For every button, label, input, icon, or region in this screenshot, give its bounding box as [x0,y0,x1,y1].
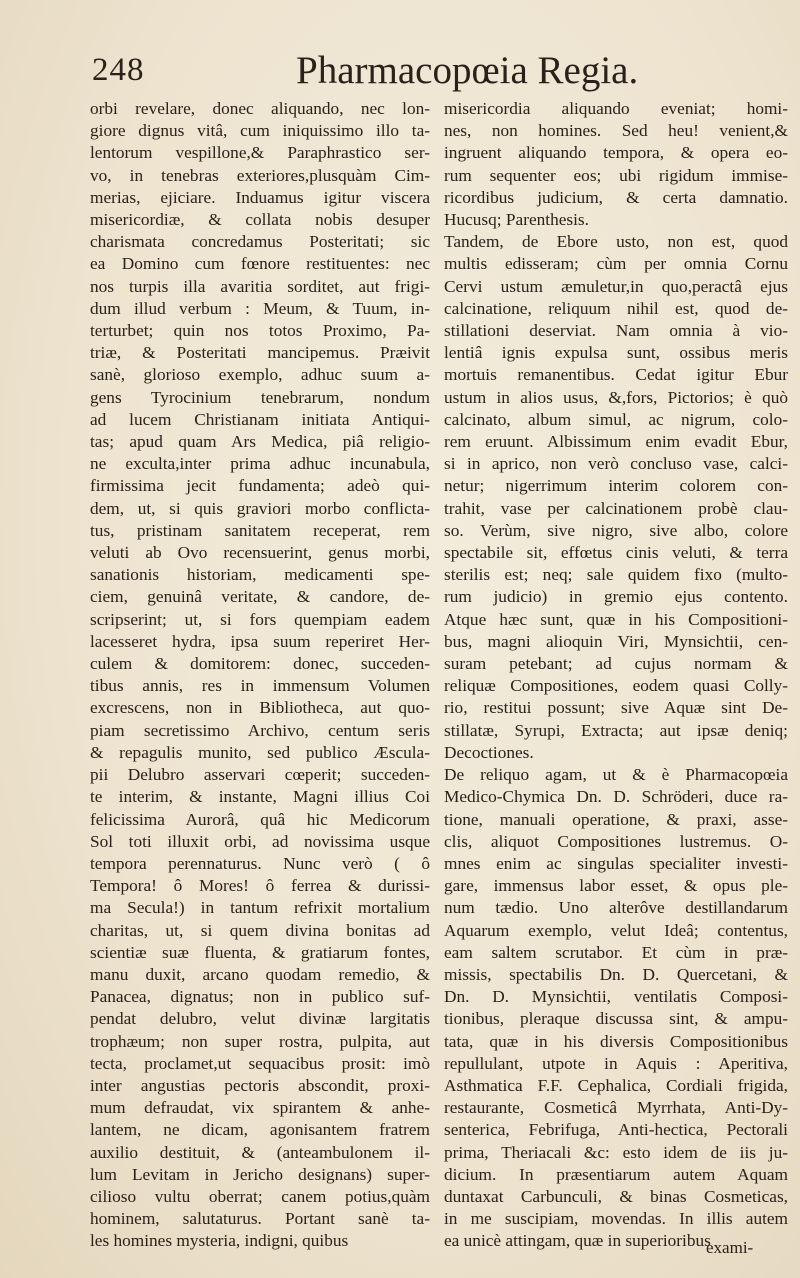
text-line: veluti ab Ovo recensuerint, genus morbi, [90,543,430,563]
text-line: pii Delubro asservari cœperit; succeden- [90,765,430,785]
text-line: manu duxit, arcano quodam remedio, & [90,964,430,984]
text-line: ad lucem Christianam initiata Antiqui- [90,409,430,429]
text-line: trahit, vase per calcinationem probè clau- [444,498,788,518]
text-line: reliquæ Compositiones, eodem quasi Colly- [444,676,788,696]
text-line: rum sequenter eos; ubi rigidum immise- [444,165,788,185]
text-line: rem eruunt. Albissimum enim evadit Ebur, [444,432,788,452]
text-line: stillationi deserviat. Nam omnia à vio- [444,321,788,341]
text-line: ma Secula!) in tantum refrixit mortalium [90,898,430,918]
text-line: terturbet; quin nos totos Proximo, Pa- [90,321,430,341]
text-line: cilioso vultu oberrat; canem potius,quàm [90,1186,430,1206]
text-line: restaurante, Cosmeticâ Myrrhata, Anti-Dy- [444,1098,788,1118]
text-line: merias, ejiciare. Induamus igitur viscera [90,187,430,207]
text-line: repullulant, utpote in Aquis : Aperitiva, [444,1053,788,1073]
text-line: vo, in tenebras exteriores,plusquàm Cim- [90,165,430,185]
text-line: te interim, & instante, Magni illius Coi [90,787,430,807]
text-line: rum judicio) in gremio ejus contento. [444,587,788,607]
text-line: bus, magni alioquin Viri, Mynsichtii, cen- [444,631,788,651]
text-line: ea Domino cum fœnore restituentes: nec [90,254,430,274]
text-line: Sol toti illuxit orbi, ad novissima usque [90,831,430,851]
text-line: num tædio. Uno alterôve destillandarum [444,898,788,918]
text-line: Decoctiones. [444,742,534,762]
text-line: les homines mysteria, indigni, quibus [90,1231,349,1251]
text-line: si in aprico, non verò concluso vase, calci- [444,454,788,474]
running-title: Pharmacopœia Regia. [296,49,639,92]
text-line: duntaxat Carbunculi, & binas Cosmeticas, [444,1186,788,1206]
text-line: tione, manuali operatione, & praxi, asse- [444,809,788,829]
text-line: eam saltem scrutabor. Et cùm in præ- [444,942,788,962]
text-line: suram petebant; ad cujus normam & [444,654,788,674]
text-line: triæ, & Posteritati mancipemus. Præivit [90,343,430,363]
text-line: inter angustias pectoris abscondit, proxi- [90,1075,430,1095]
text-line: calcinatione, reliquum nihil est, quod de- [444,298,788,318]
running-header [92,48,782,92]
text-line: orbi revelare, donec aliquando, nec lon- [90,99,430,118]
text-line: rio, restitui possunt; sive Aquæ sint De- [444,698,788,718]
text-line: nes, non homines. Sed heu! venient,& [444,121,788,141]
text-line: dum illud verbum : Meum, & Tuum, in- [90,298,430,318]
text-line: so. Verùm, sive nigro, sive albo, colore [444,520,788,540]
text-line: sterilis est; neq; sale quidem fixo (multo- [444,565,788,585]
text-line: Panacea, dignatus; non in publico suf- [90,987,430,1007]
text-line: Tempora! ô Mores! ô ferrea & durissi- [90,876,430,896]
text-line: netur; nigerrimum interim colorem con- [444,476,788,496]
catchword: exami- [706,1238,754,1257]
text-line: multis edisseram; cùm per omnia Cornu [444,254,788,274]
left-text-column [90,98,430,1253]
text-line: Aquarum exemplo, velut Ideâ; contentus, [444,920,788,940]
text-line: scripserint; ut, si fors quempiam eadem [90,609,430,629]
text-line: tecta, proclamet,ut sequacibus prosit: imò [90,1053,430,1073]
text-line: gare, immensus labor esset, & opus ple- [444,876,788,896]
text-line: giore dignus vitâ, cum iniquissimo illo ta- [90,121,430,141]
text-line: ne exculta,inter prima adhuc incunabula, [90,454,430,474]
text-line: charitas, ut, si quem divina bonitas ad [90,920,430,940]
text-line: misericordia aliquando eveniat; homi- [444,99,788,118]
text-line: senterica, Febrifuga, Anti-hectica, Pectorali [444,1120,788,1140]
text-line: in me suscipiam, movendas. In illis autem [444,1209,788,1229]
text-line: spectabile sit, effœtus cinis veluti, & terra [444,543,788,563]
text-line: sanè, glorioso exemplo, adhuc suum a- [90,365,430,385]
text-line: ea unicè attingam, quæ in superioribus [444,1231,711,1251]
text-line: missis, spectabilis Dn. D. Quercetani, & [444,964,788,984]
text-line: Cervi ustum æmuletur,in quo,peractâ ejus [444,276,788,296]
text-line: tempora perennaturus. Nunc verò ( ô [90,853,430,873]
page-number: 248 [92,52,145,88]
text-line: pendat delubro, velut divinæ largitatis [90,1009,430,1029]
text-line: felicissima Aurorâ, quâ hic Medicorum [90,809,430,829]
text-line: ingruent aliquando tempora, & opera eo- [444,143,788,163]
text-line: Medico-Chymica Dn. D. Schröderi, duce ra- [444,787,788,807]
text-line: lentiâ ignis expulsa sunt, ossibus meris [444,343,788,363]
text-line: ciem, genuinâ veritate, & candore, de- [90,587,430,607]
text-line: lantem, ne dicam, agonisantem fratrem [90,1120,430,1140]
text-line: mum defraudat, vix spirantem & anhe- [90,1098,430,1118]
text-line: De reliquo agam, ut & è Pharmacopœia [444,765,788,785]
right-text-column [444,98,788,1253]
text-line: firmissima jecit fundamenta; adeò qui- [90,476,430,496]
text-line: calcinato, album simul, ac nigrum, colo- [444,409,788,429]
text-line: mortuis remanentibus. Cedat igitur Ebur [444,365,788,385]
text-line: nos turpis illa avaritia sorditet, aut frigi- [90,276,430,296]
text-line: stillatæ, Syrupi, Extracta; aut ipsæ deniq; [444,720,788,740]
text-line: lacesseret hydra, ipsa suum reperiret Her- [90,631,430,651]
text-line: dicium. In præsentiarum autem Aquam [444,1164,788,1184]
text-line: hominem, salutaturus. Portant sanè ta- [90,1209,430,1229]
text-line: culem & domitorem: donec, succeden- [90,654,430,674]
text-line: clis, aliquot Compositiones lustremus. O- [444,831,788,851]
text-line: prima, Theriacali &c: esto idem de iis ju- [444,1142,788,1162]
text-line: tus, pristinam sanitatem receperat, rem [90,520,430,540]
text-line: tibus annis, res in immensum Volumen [90,676,430,696]
text-line: Dn. D. Mynsichtii, ventilatis Composi- [444,987,788,1007]
text-line: trophæum; non super rostra, pulpita, aut [90,1031,430,1051]
text-line: auxilio destituit, & (anteambulonem il- [90,1142,430,1162]
text-line: lum Levitam in Jericho designans) super- [90,1164,430,1184]
text-line: charismata concredamus Posteritati; sic [90,232,430,252]
text-line: Tandem, de Ebore usto, non est, quod [444,232,788,252]
text-line: Hucusq; Parenthesis. [444,210,589,230]
text-line: sanationis historiam, medicamenti spe- [90,565,430,585]
text-line: gens Tyrocinium tenebrarum, nondum [90,387,430,407]
text-line: tionibus, pleraque discussa sint, & ampu- [444,1009,788,1029]
text-line: mnes enim ac singulas specialiter investi- [444,853,788,873]
text-line: lentorum vespillone,& Paraphrastico ser- [90,143,430,163]
text-line: dem, ut, si quis graviori morbo conflicta- [90,498,430,518]
text-line: scientiæ suæ fluenta, & gratiarum fontes, [90,942,430,962]
text-line: excrescens, non in Bibliotheca, aut quo- [90,698,430,718]
text-line: Asthmatica F.F. Cephalica, Cordiali frigida, [444,1075,788,1095]
text-line: ricordibus judicium, & certa damnatio. [444,187,788,207]
text-line: misericordiæ, & collata nobis desuper [90,210,430,230]
text-line: tata, quæ in his diversis Compositionibus [444,1031,788,1051]
text-line: & repagulis munito, sed publico Æscula- [90,742,430,762]
text-line: Atque hæc sunt, quæ in his Compositioni- [444,609,788,629]
text-line: ustum in alios usus, &,fors, Pictorios; è quò [444,387,788,407]
text-line: tas; apud quam Ars Medica, piâ religio- [90,432,430,452]
text-line: piam secretissimo Archivo, centum seris [90,720,430,740]
